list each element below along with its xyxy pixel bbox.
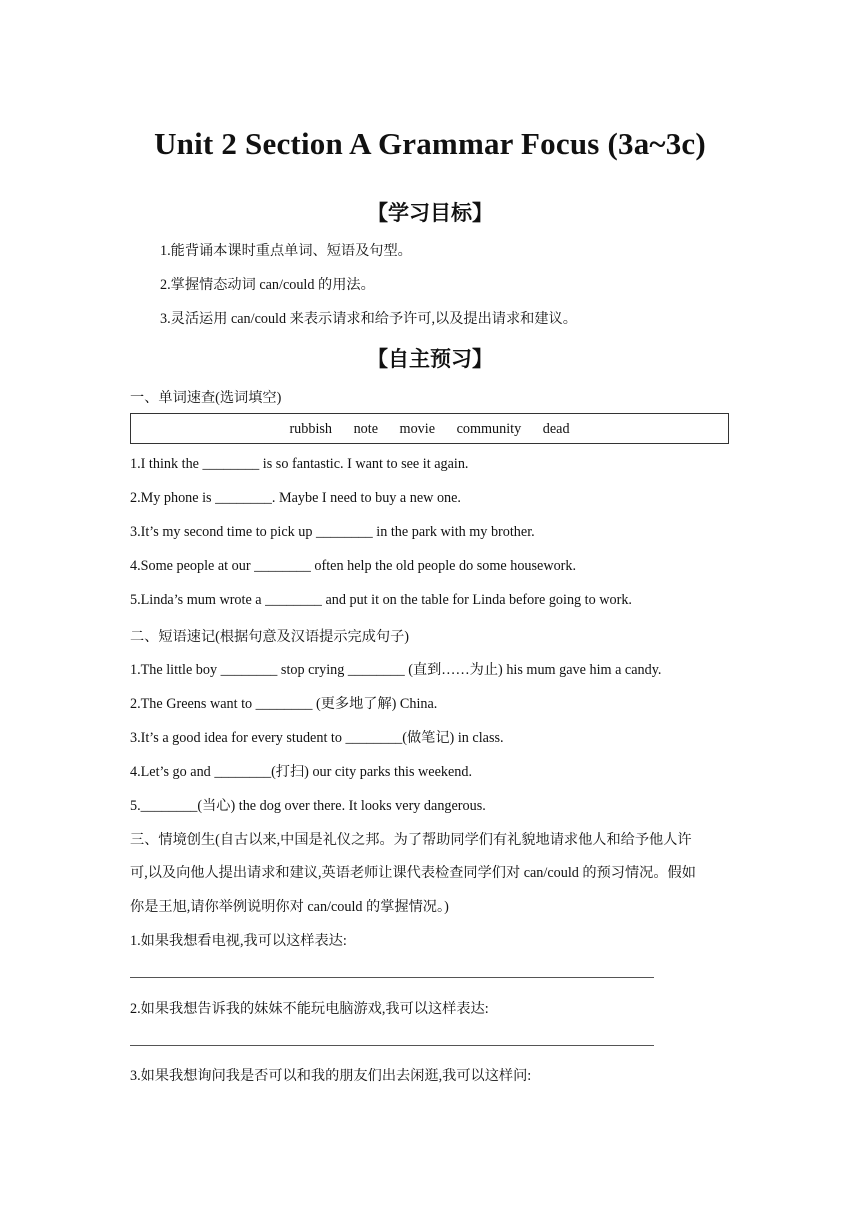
page-title: Unit 2 Section A Grammar Focus (3a~3c) <box>154 126 706 161</box>
part1-question: 5.Linda’s mum wrote a ________ and put it on the table for Linda before going to work. <box>130 592 632 608</box>
part3-question: 1.如果我想看电视,我可以这样表达: <box>130 933 347 949</box>
part3-question: 3.如果我想询问我是否可以和我的朋友们出去闲逛,我可以这样问: <box>130 1068 532 1084</box>
goal-item: 3.灵活运用 can/could 来表示请求和给予许可,以及提出请求和建议。 <box>160 311 577 327</box>
word-bank-item: rubbish <box>289 421 333 437</box>
part2-question: 5.________(当心) the dog over there. It looks very dangerous. <box>130 798 486 814</box>
part2-question: 3.It’s a good idea for every student to ________(做笔记) in class. <box>130 730 504 746</box>
part2-question: 2.The Greens want to ________ (更多地了解) China. <box>130 696 438 712</box>
part2-title: 二、短语速记(根据句意及汉语提示完成句子) <box>130 629 410 645</box>
word-bank-item: community <box>456 421 522 437</box>
learning-goals-heading: 【学习目标】 <box>367 201 493 225</box>
part3-title-line: 三、情境创生(自古以来,中国是礼仪之邦。为了帮助同学们有礼貌地请求他人和给予他人许 <box>130 832 692 848</box>
part1-question: 3.It’s my second time to pick up ________ in the park with my brother. <box>130 524 535 540</box>
part1-question: 4.Some people at our ________ often help the old people do some housework. <box>130 558 577 574</box>
self-preview-heading: 【自主预习】 <box>367 347 493 371</box>
word-bank-item: note <box>353 421 378 437</box>
part3-title-line: 你是王旭,请你举例说明你对 can/could 的掌握情况。) <box>130 899 449 915</box>
part2-question: 4.Let’s go and ________(打扫) our city parks this weekend. <box>130 764 473 780</box>
part1-question: 1.I think the ________ is so fantastic. I want to see it again. <box>130 456 469 472</box>
word-bank-item: movie <box>399 421 436 437</box>
goal-item: 1.能背诵本课时重点单词、短语及句型。 <box>160 243 412 259</box>
word-bank-item: dead <box>542 421 570 437</box>
goal-item: 2.掌握情态动词 can/could 的用法。 <box>160 277 375 293</box>
answer-line[interactable] <box>130 1045 654 1046</box>
part2-question: 1.The little boy ________ stop crying ________ (直到……为止) his mum gave him a candy. <box>130 662 662 678</box>
part3-title-line: 可,以及向他人提出请求和建议,英语老师让课代表检查同学们对 can/could 的预习情况。假如 <box>130 865 696 881</box>
part1-title: 一、单词速查(选词填空) <box>130 390 282 406</box>
part1-question: 2.My phone is ________. Maybe I need to buy a new one. <box>130 490 461 506</box>
part3-question: 2.如果我想告诉我的妹妹不能玩电脑游戏,我可以这样表达: <box>130 1001 489 1017</box>
answer-line[interactable] <box>130 977 654 978</box>
word-bank-box <box>130 413 729 444</box>
